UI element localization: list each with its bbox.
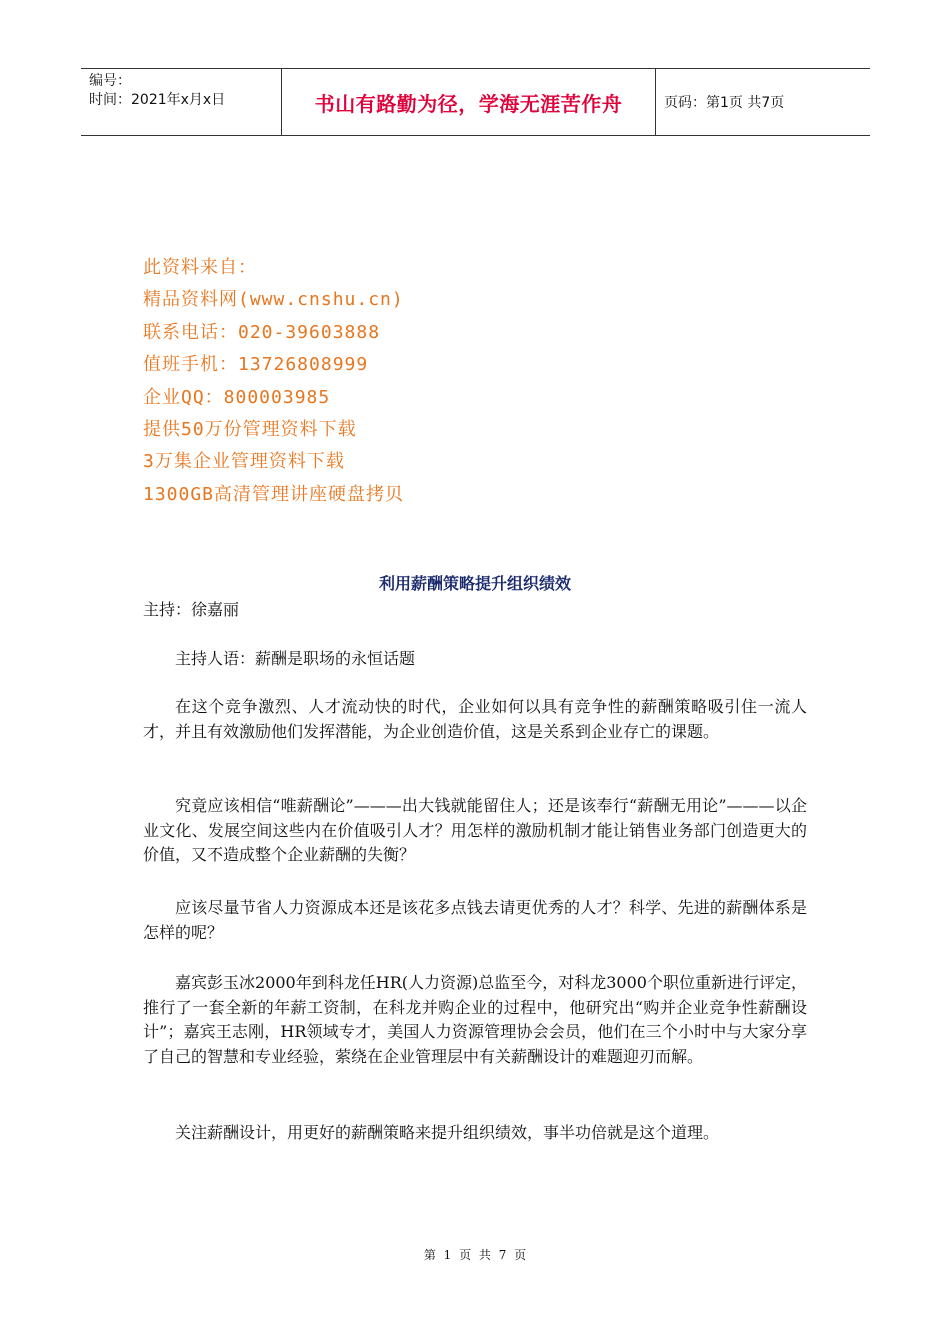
time-label: 时间：2021年x月x日 — [89, 92, 226, 108]
article-title: 利用薪酬策略提升组织绩效 — [378, 574, 571, 593]
source-info-block — [143, 252, 843, 511]
source-line-website: 精品资料网(www.cnshu.cn) — [143, 289, 404, 311]
source-line-phone: 联系电话：020-39603888 — [143, 321, 381, 343]
article-paragraph: 应该尽量节省人力资源成本还是该花多点钱去请更优秀的人才？科学、先进的薪酬体系是怎样的呢？ — [143, 898, 807, 942]
article-paragraph: 嘉宾彭玉冰2000年到科龙任HR(人力资源)总监至今，对科龙3000个职位重新进行评定，推行了一套全新的年薪工资制，在科龙并购企业的过程中，他研究出“购并企业竞争性薪酬设计”；嘉宾王志刚，HR领域专才，美国人力资源管理协会会员，他们在三个小时中与大家分享了自己的智慧和专业经验，萦绕在企业管理层中有关薪酬设计的难题迎刃而解。 — [143, 973, 807, 1066]
header-meta-cell — [81, 69, 282, 135]
number-label: 编号： — [89, 73, 131, 89]
source-line: 1300GB高清管理讲座硬盘拷贝 — [143, 483, 405, 505]
source-line: 提供50万份管理资料下载 — [143, 419, 357, 441]
header-page-code: 页码：第1页 共7页 — [664, 95, 785, 111]
article-paragraph: 究竟应该相信“唯薪酬论”———出大钱就能留住人；还是该奉行“薪酬无用论”———以企业文化、发展空间这些内在价值吸引人才？用怎样的激励机制才能让销售业务部门创造更大的价值，又不造成整个企业薪酬的失衡？ — [143, 796, 807, 864]
article-paragraph: 主持人语：薪酬是职场的永恒话题 — [175, 649, 416, 668]
article-host: 主持：徐嘉丽 — [143, 600, 240, 619]
page-footer: 第 1 页 共 7 页 — [423, 1248, 527, 1262]
source-line-qq: 企业QQ：800003985 — [143, 386, 331, 408]
article-paragraph: 关注薪酬设计，用更好的薪酬策略来提升组织绩效，事半功倍就是这个道理。 — [175, 1123, 720, 1142]
source-line: 3万集企业管理资料下载 — [143, 451, 345, 473]
header-motto: 书山有路勤为径，学海无涯苦作舟 — [282, 69, 656, 135]
source-line: 此资料来自： — [143, 257, 257, 278]
article-paragraph: 在这个竞争激烈、人才流动快的时代，企业如何以具有竞争性的薪酬策略吸引住一流人才，并且有效激励他们发挥潜能，为企业创造价值，这是关系到企业存亡的课题。 — [143, 697, 807, 741]
source-line-mobile: 值班手机：13726808999 — [143, 354, 369, 376]
document-header — [81, 68, 870, 136]
